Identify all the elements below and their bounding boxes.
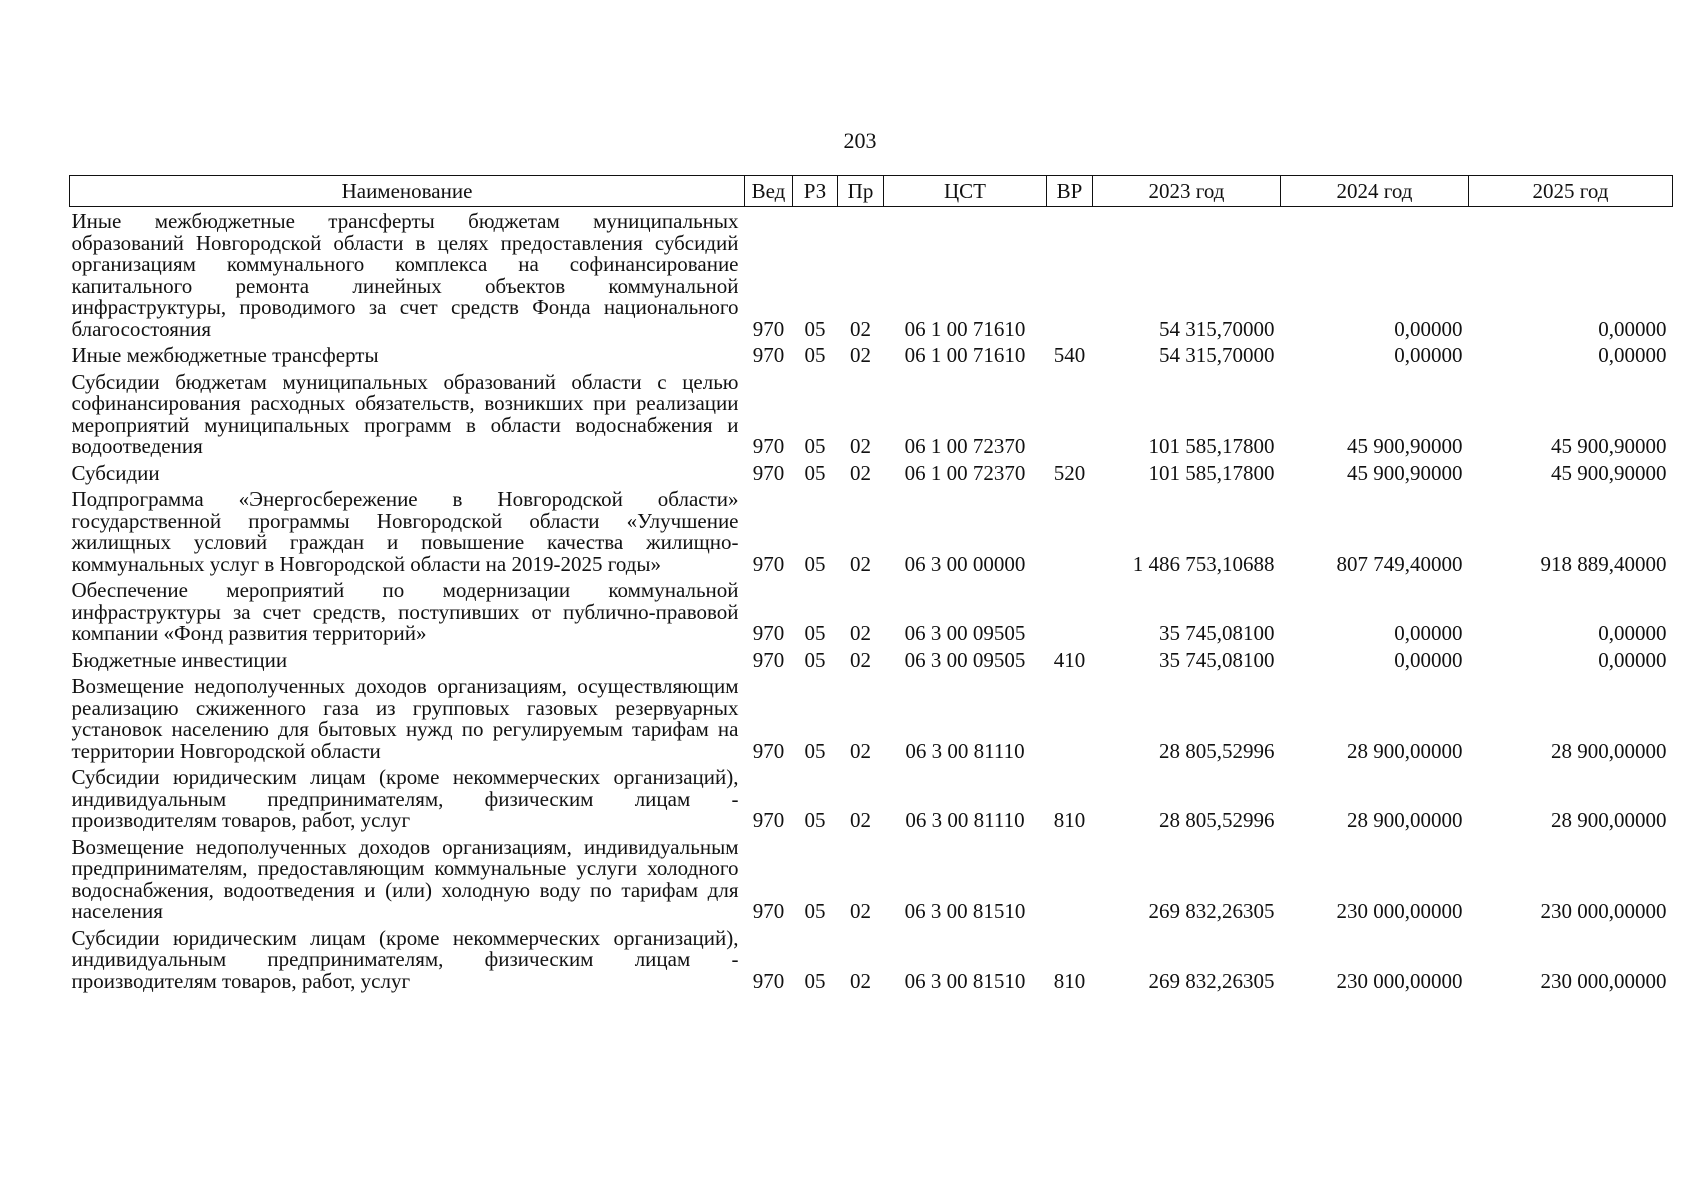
cell-2023: 1 486 753,10688	[1132, 551, 1275, 576]
cell-2025: 0,00000	[1598, 621, 1667, 645]
cell-2024: 230 000,00000	[1336, 968, 1463, 993]
cell-2025: 918 889,40000	[1540, 551, 1667, 576]
cell-2024: 807 749,40000	[1336, 551, 1463, 576]
cell-2025: 0,00000	[1598, 647, 1667, 672]
cell-rz: 05	[804, 316, 826, 341]
cell-vr	[1047, 580, 1093, 650]
cell-rz: 05	[804, 899, 826, 923]
cell-pr: 02	[850, 647, 871, 672]
cell-2023: 54 315,70000	[1159, 316, 1275, 341]
cell-name: Возмещение недополученных доходов организациям, осуществляющим реализацию сжиженного газа из групповых газовых резервуарных установок населению для бытовых нужд по регулируемым тарифам на территории Новгородской области	[71, 674, 739, 763]
cell-2025: 45 900,90000	[1551, 434, 1667, 458]
cell-rz: 05	[804, 551, 826, 576]
header-ved: Вед	[745, 176, 793, 207]
cell-vr: 540	[1053, 343, 1086, 367]
cell-name: Субсидии бюджетам муниципальных образований области с целью софинансирования расходных обязательств, возникших при реализации мероприятий муниципальных программ в области водоснабжения и водоотведения	[71, 369, 739, 458]
cell-ved: 970	[752, 316, 785, 341]
table-row	[70, 580, 1673, 650]
cell-rz: 05	[804, 968, 826, 993]
table-row	[70, 767, 1673, 837]
cell-2024: 45 900,90000	[1347, 460, 1463, 485]
cell-2025: 28 900,00000	[1551, 738, 1667, 763]
cell-rz: 05	[804, 647, 826, 672]
cell-name: Бюджетные инвестиции	[71, 647, 288, 672]
cell-2023: 35 745,08100	[1159, 647, 1275, 672]
cell-vr: 520	[1053, 460, 1086, 485]
cell-vr	[1047, 489, 1093, 580]
cell-rz: 05	[804, 621, 826, 645]
cell-vr: 410	[1053, 647, 1086, 672]
page-number: 203	[843, 128, 877, 153]
cell-2023: 101 585,17800	[1148, 460, 1275, 485]
header-2023: 2023 год	[1093, 176, 1281, 207]
cell-2023: 35 745,08100	[1159, 621, 1275, 645]
cell-cst: 06 1 00 71610	[904, 316, 1026, 341]
cell-2024: 28 900,00000	[1347, 738, 1463, 763]
cell-2024: 0,00000	[1394, 647, 1463, 672]
cell-cst: 06 1 00 72370	[904, 460, 1026, 485]
cell-pr: 02	[850, 343, 871, 367]
table-row	[70, 463, 1673, 490]
cell-ved: 970	[752, 968, 785, 993]
cell-2025: 0,00000	[1598, 343, 1667, 367]
cell-vr	[1047, 837, 1093, 928]
cell-pr: 02	[850, 808, 871, 832]
header-2025: 2025 год	[1469, 176, 1673, 207]
cell-ved: 970	[752, 551, 785, 576]
cell-cst: 06 3 00 09505	[904, 621, 1026, 645]
cell-cst: 06 3 00 81110	[905, 808, 1025, 832]
cell-name: Субсидии юридическим лицам (кроме некоммерческих организаций), индивидуальным предпринимателям, физическим лицам - производителям товаров, работ, услуг	[71, 925, 739, 993]
cell-cst: 06 3 00 81510	[904, 968, 1026, 993]
cell-2024: 28 900,00000	[1347, 808, 1463, 832]
table-body	[70, 207, 1673, 998]
cell-ved: 970	[752, 808, 785, 832]
cell-cst: 06 1 00 71610	[904, 343, 1026, 367]
header-cst: ЦСТ	[884, 176, 1047, 207]
cell-rz: 05	[804, 738, 826, 763]
table-row	[70, 372, 1673, 463]
cell-2024: 0,00000	[1394, 343, 1463, 367]
cell-ved: 970	[752, 621, 785, 645]
header-vr: ВР	[1047, 176, 1093, 207]
cell-2025: 28 900,00000	[1551, 808, 1667, 832]
cell-2025: 230 000,00000	[1540, 899, 1667, 923]
cell-vr: 810	[1053, 968, 1086, 993]
cell-pr: 02	[850, 968, 871, 993]
cell-ved: 970	[752, 738, 785, 763]
cell-2025: 230 000,00000	[1540, 968, 1667, 993]
cell-name: Подпрограмма «Энергосбережение в Новгородской области» государственной программы Новгородской области «Улучшение жилищных условий граждан и повышение качества жилищно-коммунальных услуг в Новгородской области на 2019-2025 годы»	[71, 487, 739, 576]
cell-2023: 101 585,17800	[1148, 434, 1275, 458]
table-header	[70, 176, 1673, 207]
cell-cst: 06 3 00 81510	[904, 899, 1026, 923]
cell-ved: 970	[752, 343, 785, 367]
cell-rz: 05	[804, 460, 826, 485]
table-row	[70, 928, 1673, 998]
cell-2023: 269 832,26305	[1148, 968, 1275, 993]
cell-rz: 05	[804, 808, 826, 832]
cell-vr	[1047, 207, 1093, 346]
cell-vr	[1047, 676, 1093, 767]
cell-2023: 28 805,52996	[1159, 808, 1275, 832]
cell-pr: 02	[850, 460, 871, 485]
cell-2024: 45 900,90000	[1347, 434, 1463, 458]
cell-cst: 06 1 00 72370	[904, 434, 1026, 458]
cell-cst: 06 3 00 09505	[904, 647, 1026, 672]
cell-2024: 230 000,00000	[1336, 899, 1463, 923]
cell-ved: 970	[752, 460, 785, 485]
table-row	[70, 837, 1673, 928]
cell-name: Субсидии юридическим лицам (кроме некоммерческих организаций), индивидуальным предпринимателям, физическим лицам - производителям товаров, работ, услуг	[71, 765, 739, 832]
table-row	[70, 207, 1673, 346]
cell-cst: 06 3 00 81110	[905, 738, 1025, 763]
cell-cst: 06 3 00 00000	[904, 551, 1026, 576]
cell-name: Субсидии	[71, 460, 160, 485]
header-rz: РЗ	[793, 176, 838, 207]
cell-2025: 45 900,90000	[1551, 460, 1667, 485]
cell-2023: 28 805,52996	[1159, 738, 1275, 763]
cell-2024: 0,00000	[1394, 316, 1463, 341]
cell-pr: 02	[850, 899, 871, 923]
cell-rz: 05	[804, 434, 826, 458]
cell-name: Иные межбюджетные трансферты	[71, 343, 379, 367]
cell-ved: 970	[752, 647, 785, 672]
table-row	[70, 676, 1673, 767]
budget-table	[69, 175, 1673, 997]
cell-pr: 02	[850, 551, 871, 576]
cell-pr: 02	[850, 434, 871, 458]
cell-2023: 54 315,70000	[1159, 343, 1275, 367]
cell-rz: 05	[804, 343, 826, 367]
cell-pr: 02	[850, 738, 871, 763]
cell-vr: 810	[1053, 808, 1086, 832]
table-row	[70, 650, 1673, 677]
cell-name: Возмещение недополученных доходов организациям, индивидуальным предпринимателям, предоставляющим коммунальные услуги холодного водоснабжения, водоотведения и (или) холодную воду по тарифам для населения	[71, 834, 739, 923]
table-row	[70, 345, 1673, 372]
header-row	[70, 176, 1673, 207]
cell-2024: 0,00000	[1394, 621, 1463, 645]
header-pr: Пр	[838, 176, 884, 207]
cell-vr	[1047, 372, 1093, 463]
header-name: Наименование	[70, 176, 745, 207]
cell-ved: 970	[752, 899, 785, 923]
table-row	[70, 489, 1673, 580]
header-2024: 2024 год	[1281, 176, 1469, 207]
cell-pr: 02	[850, 316, 871, 341]
cell-2025: 0,00000	[1598, 316, 1667, 341]
cell-ved: 970	[752, 434, 785, 458]
cell-name: Обеспечение мероприятий по модернизации коммунальной инфраструктуры за счет средств, поступивших от публично-правовой компании «Фонд развития территорий»	[71, 578, 739, 645]
cell-pr: 02	[850, 621, 871, 645]
cell-2023: 269 832,26305	[1148, 899, 1275, 923]
cell-name: Иные межбюджетные трансферты бюджетам муниципальных образований Новгородской области в целях предоставления субсидий организациям коммунального комплекса на софинансирование капитального ремонта линейных объектов коммунальной инфраструктуры, проводимого за счет средств Фонда национального благосостояния	[71, 209, 739, 341]
